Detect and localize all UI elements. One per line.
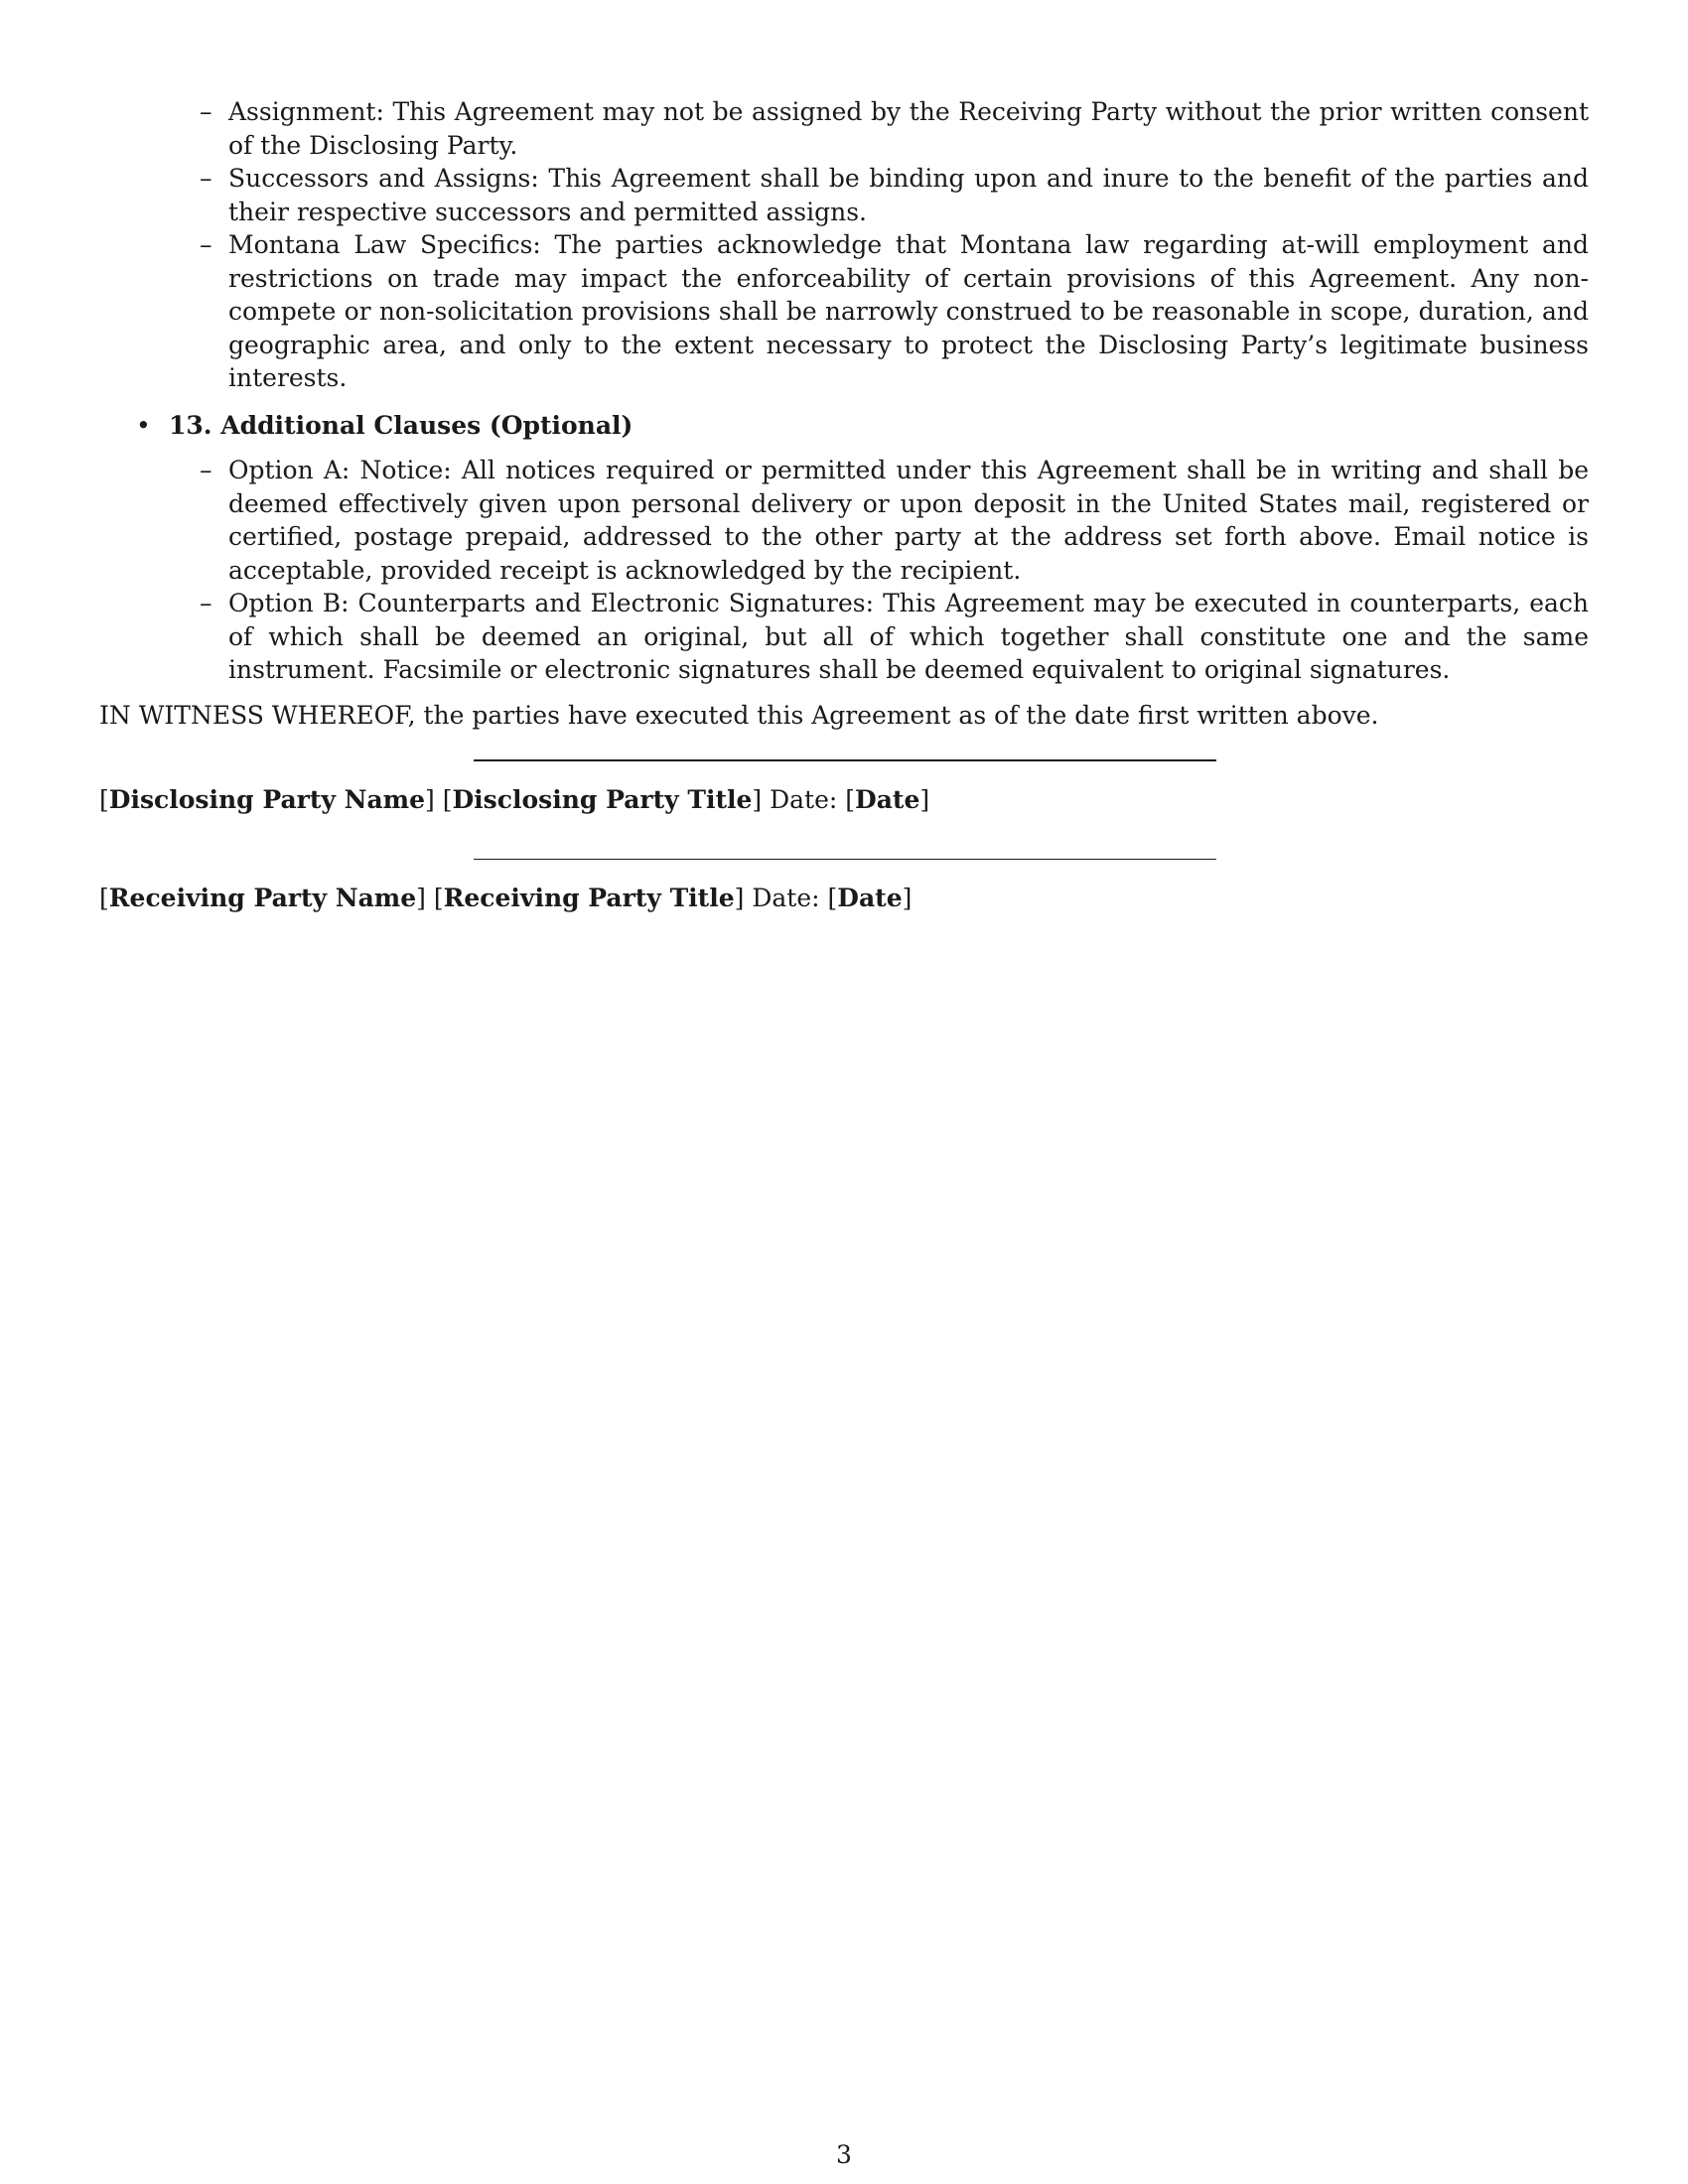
receiving-party-title: Receiving Party Title [443, 883, 735, 912]
clause-text: Option A: Notice: All notices required or permitted under this Agreement shall be in writing and shall be deemed effectively given upon personal delivery or upon deposit in the United States mail, registered or certified, postage prepaid, addressed to the other party at the address set forth above. Email notice is acceptable, provided receipt is acknowledged by the recipient. [228, 456, 1589, 585]
dash-marker: – [200, 456, 212, 484]
page-number: 3 [836, 2140, 852, 2169]
dash-marker: – [200, 164, 212, 193]
signature-caption: [Disclosing Party Name] [Disclosing Party Title] Date: [Date] [99, 785, 930, 814]
witness-statement: IN WITNESS WHEREOF, the parties have executed this Agreement as of the date first written above. [99, 700, 1379, 730]
disclosing-party-title: Disclosing Party Title [452, 785, 753, 814]
date-label: Date: [752, 883, 820, 912]
signature-line [474, 759, 1216, 761]
signature-line [474, 859, 1216, 860]
signature-caption: [Receiving Party Name] [Receiving Party Title] Date: [Date] [99, 883, 913, 912]
clause-text: Option B: Counterparts and Electronic Signatures: This Agreement may be executed in counterparts, each of which shall be deemed an original, but all of which together shall constitute one and the same instrument. Facsimile or electronic signatures shall be deemed equivalent to original signatures. [228, 589, 1589, 684]
date-label: Date: [770, 785, 838, 814]
clause-text: Montana Law Specifics: The parties acknowledge that Montana law regarding at-will employment and restrictions on trade may impact the enforceability of certain provisions of this Agreement. Any non-compete or non-solicitation provisions shall be narrowly construed to be reasonable in scope, duration, and geographic area, and only to the extent necessary to protect the Disclosing Party’s legitimate business interests. [228, 230, 1589, 392]
receiving-party-name: Receiving Party Name [108, 883, 417, 912]
list-item-option-a [200, 454, 1589, 587]
list-item-montana-law [200, 228, 1589, 395]
list-item-assignment [200, 95, 1589, 162]
date-value: Date [837, 883, 903, 912]
clause-text: Assignment: This Agreement may not be assigned by the Receiving Party without the prior written consent of the Disclosing Party. [228, 97, 1589, 160]
clause-13-list [99, 409, 1589, 687]
signature-block-receiving [99, 859, 1589, 915]
dash-marker: – [200, 97, 212, 126]
clause-13-sublist [169, 454, 1589, 687]
list-item-successors [200, 162, 1589, 228]
disclosing-party-name: Disclosing Party Name [108, 785, 426, 814]
clause-text: Successors and Assigns: This Agreement shall be binding upon and inure to the benefit of the parties and their respective successors and permitted assigns. [228, 164, 1589, 226]
dash-marker: – [200, 230, 212, 259]
clause-12-sublist [99, 95, 1589, 395]
dash-marker: – [200, 589, 212, 617]
clause-13-heading: 13. Additional Clauses (Optional) [169, 410, 633, 440]
list-item-option-b [200, 587, 1589, 687]
date-value: Date [855, 785, 920, 814]
clause-13 [99, 409, 1589, 687]
bullet-marker: • [136, 410, 151, 440]
page-content [99, 95, 1589, 914]
signature-block-disclosing [99, 759, 1589, 817]
